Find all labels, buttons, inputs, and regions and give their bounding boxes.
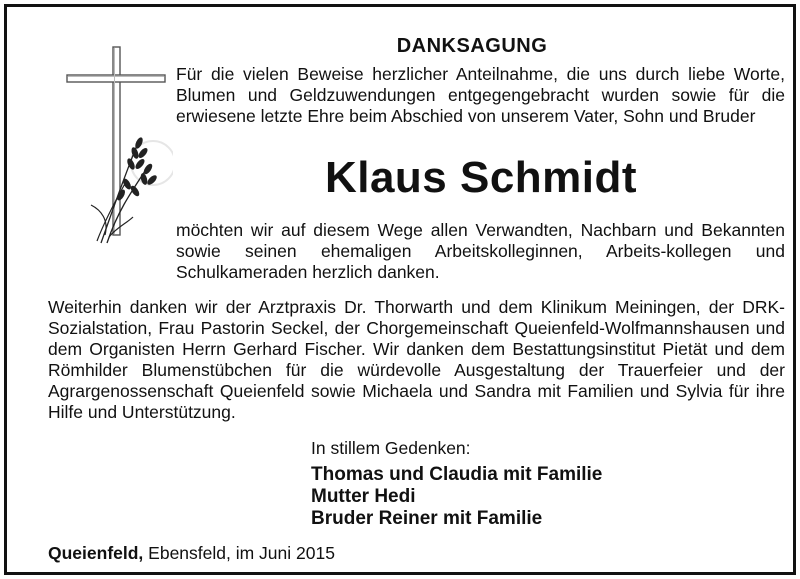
page-title: DANKSAGUNG <box>396 35 548 57</box>
mourners-list <box>311 464 602 530</box>
mourner-entry: Thomas und Claudia mit Familie <box>311 464 603 485</box>
obituary-card <box>4 4 796 575</box>
intro-paragraph: Für die vielen Beweise herzlicher Anteilnahme, die uns durch liebe Worte, Blumen und Geldzuwendungen entgegengebracht wurden sowie für die erwiesene letzte Ehre beim Abschied von unserem Vater, Sohn und Bruder <box>176 64 785 126</box>
place-date-line <box>48 543 335 564</box>
thanks-paragraph: möchten wir auf diesem Wege allen Verwandten, Nachbarn und Bekannten sowie seinen ehemaligen Arbeitskolleginnen, Arbeits-kollegen und Schulkameraden herzlich danken. <box>176 220 785 282</box>
place-name: Queienfeld, <box>48 543 144 563</box>
deceased-name: Klaus Schmidt <box>324 153 638 202</box>
cross-with-wheat-icon <box>61 45 173 245</box>
memory-line: In stillem Gedenken: <box>311 438 471 458</box>
further-thanks-paragraph: Weiterhin danken wir der Arztpraxis Dr. Thorwarth und dem Klinikum Meiningen, der DRK-Sozialstation, Frau Pastorin Seckel, der Chorgemeinschaft Queienfeld-Wolfmannshausen und dem Organisten Herrn Gerhard Fischer. Wir danken dem Bestattungsinstitut Pietät und dem Römhilder Blumenstübchen für die würdevolle Ausgestaltung der Trauerfeier und der Agrargenossenschaft Queienfeld sowie Michaela und Sandra mit Familien und Sylvia für ihre Hilfe und Unterstützung. <box>48 297 785 422</box>
mourner-entry: Mutter Hedi <box>311 486 416 507</box>
place-date: Ebensfeld, im Juni 2015 <box>148 543 335 563</box>
mourner-entry: Bruder Reiner mit Familie <box>311 508 543 529</box>
